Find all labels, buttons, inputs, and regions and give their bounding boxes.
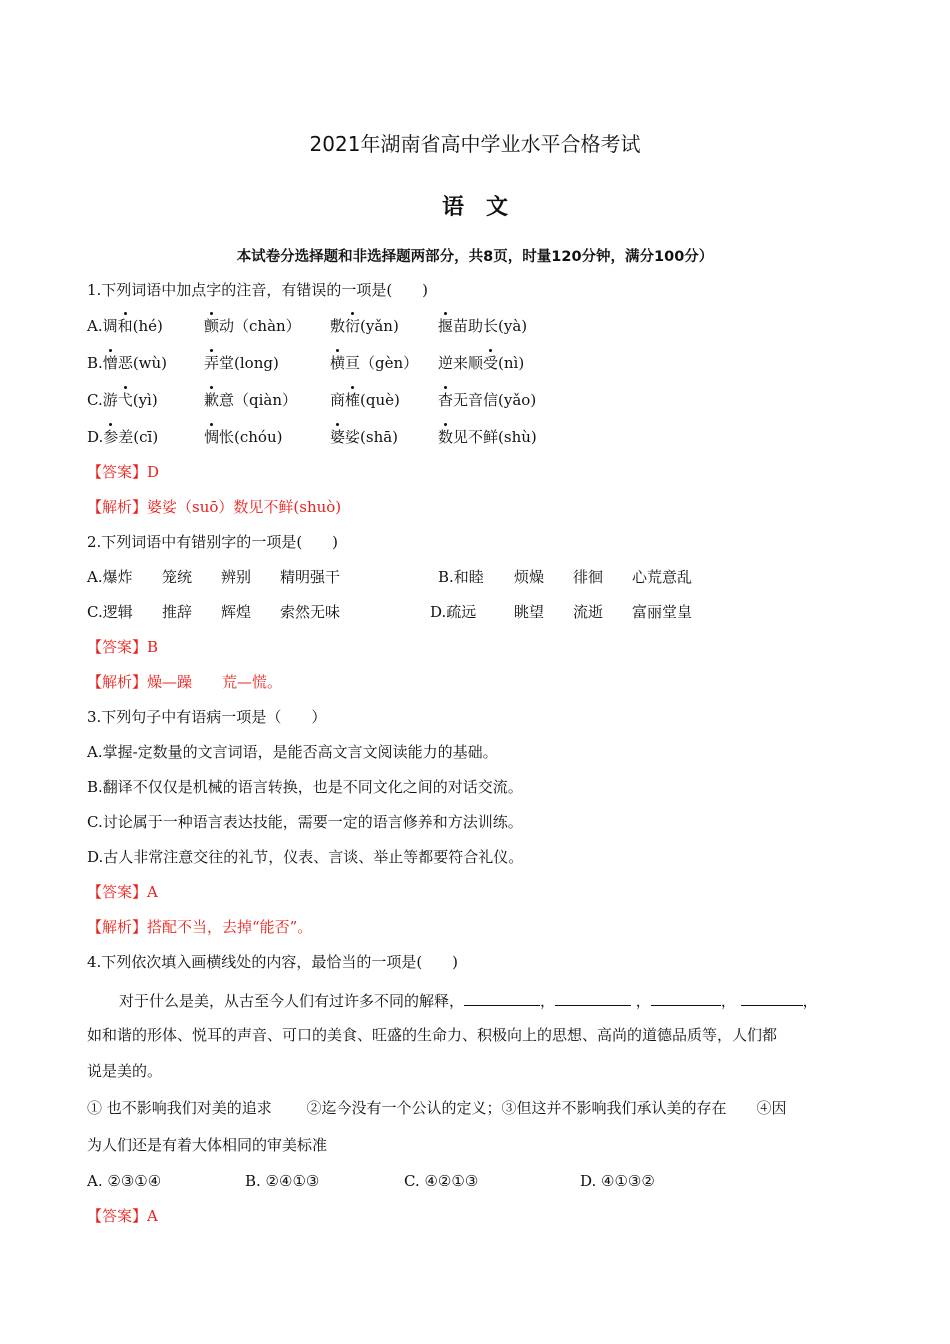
dotted-character: 弋 xyxy=(117,391,133,409)
q1-option-cell xyxy=(330,316,399,336)
q2-option-a-4: 精明强干 xyxy=(280,568,341,586)
q1-option-cell xyxy=(438,390,536,410)
exam-title: 2021年湖南省高中学业水平合格考试 xyxy=(309,132,641,156)
q1-option-cell xyxy=(204,390,297,410)
cell-text: C.游 xyxy=(87,391,118,409)
cell-text: 动（chàn） xyxy=(219,317,301,335)
q4-passage-line-1: 对于什么是美，从古至今人们有过许多不同的解释， ， ， ， ， xyxy=(119,989,879,1011)
exam-note: 本试卷分选择题和非选择题两部分，共8页，时量120分钟，满分100分） xyxy=(236,249,714,265)
dotted-character: 揠 xyxy=(438,317,454,335)
q4-items-line-2: 为人们还是有着大体相同的审美标准 xyxy=(87,1136,328,1154)
q2-option-b-3: 徘徊 xyxy=(573,568,604,586)
q1-option-cell xyxy=(330,353,418,373)
dotted-character: 惆 xyxy=(204,428,220,446)
q4-option-d: D. ④①③② xyxy=(580,1172,655,1190)
dotted-character: 弄 xyxy=(204,354,220,372)
fill-blank-3 xyxy=(651,989,721,1006)
cell-text: 见不鲜(shù) xyxy=(453,428,537,446)
dotted-character: 榷 xyxy=(345,391,361,409)
q2-option-c-1: C.逻辑 xyxy=(87,603,133,621)
dotted-character: 参 xyxy=(103,428,119,446)
q3-option-c: C.讨论属于一种语言表达技能，需要一定的语言修养和方法训练。 xyxy=(87,813,523,831)
analysis-text: 燥—躁 荒—慌。 xyxy=(147,673,283,691)
question-4-stem: 4.下列依次填入画横线处的内容，最恰当的一项是( ) xyxy=(87,953,459,971)
fill-blank-1 xyxy=(464,989,540,1006)
cell-text: (hé) xyxy=(132,317,163,335)
cell-text: (yì) xyxy=(132,391,158,409)
cell-text: (nì) xyxy=(498,354,525,372)
q2-option-c-4: 索然无味 xyxy=(280,603,341,621)
question-1-stem: 1.下列词语中加点字的注音，有错误的一项是( ) xyxy=(87,281,429,299)
q1-option-cell xyxy=(204,353,279,373)
analysis-label: 【解析】 xyxy=(87,498,148,516)
cell-text: 意（qiàn） xyxy=(219,391,298,409)
question-2-analysis xyxy=(87,672,282,692)
q1-option-cell xyxy=(87,427,158,447)
q1-option-cell xyxy=(330,427,398,447)
q1-option-cell xyxy=(204,427,282,447)
cell-text: 亘（gèn） xyxy=(345,354,419,372)
dotted-character: 受 xyxy=(483,354,499,372)
q2-option-d-1: D.疏远 xyxy=(430,603,477,621)
q2-option-d-2: 眺望 xyxy=(514,603,545,621)
cell-text: B. xyxy=(87,354,103,372)
subject-title: 语 文 xyxy=(441,195,508,220)
q2-option-a-3: 辨别 xyxy=(221,568,252,586)
q1-option-cell xyxy=(204,316,301,336)
q2-option-c-3: 辉煌 xyxy=(221,603,252,621)
q2-option-b-1: B.和睦 xyxy=(438,568,484,586)
cell-text: 娑(shā) xyxy=(345,428,399,446)
cell-text: D. xyxy=(87,428,104,446)
q2-option-b-4: 心荒意乱 xyxy=(632,568,693,586)
cell-text: (yǎn) xyxy=(360,317,399,335)
q2-option-a-2: 笼统 xyxy=(162,568,193,586)
question-2-answer: 【答案】B xyxy=(87,638,159,656)
q1-option-cell xyxy=(87,353,167,373)
q2-option-c-2: 推辞 xyxy=(162,603,193,621)
q1-option-cell xyxy=(438,353,524,373)
cell-text: 无音信(yǎo) xyxy=(453,391,537,409)
question-4-answer: 【答案】A xyxy=(87,1207,158,1225)
question-1-answer: 【答案】D xyxy=(87,463,160,481)
q4-items-line-1: ① 也不影响我们对美的追求 ②迄今没有一个公认的定义；③但这并不影响我们承认美的存在 ④因 xyxy=(87,1099,787,1117)
fill-blank-4 xyxy=(741,989,803,1006)
q4-passage-line-3: 说是美的。 xyxy=(87,1062,163,1080)
cell-text: 苗助长(yà) xyxy=(453,317,528,335)
q2-option-d-3: 流逝 xyxy=(573,603,604,621)
fill-blank-2 xyxy=(555,989,631,1006)
analysis-label: 【解析】 xyxy=(87,673,148,691)
cell-text: 恶(wù) xyxy=(117,354,168,372)
dotted-character: 婆 xyxy=(330,428,346,446)
cell-text: 差(cī) xyxy=(118,428,159,446)
q3-option-a: A.掌握-定数量的文言词语，是能否高文言文阅读能力的基础。 xyxy=(87,743,498,761)
dotted-character: 横 xyxy=(330,354,346,372)
analysis-text: 搭配不当，去掉“能否”。 xyxy=(147,918,313,936)
cell-text: 逆来顺 xyxy=(438,354,484,372)
question-3-answer: 【答案】A xyxy=(87,883,158,901)
q1-option-cell xyxy=(330,390,400,410)
dotted-character: 数 xyxy=(438,428,454,446)
q3-option-d: D.古人非常注意交往的礼节，仪表、言谈、举止等都要符合礼仪。 xyxy=(87,848,524,866)
q3-option-b: B.翻译不仅仅是机械的语言转换，也是不同文化之间的对话交流。 xyxy=(87,778,523,796)
q4-option-b: B. ②④①③ xyxy=(245,1172,320,1190)
cell-text: 堂(long) xyxy=(219,354,279,372)
q1-option-cell xyxy=(438,316,527,336)
q4-passage-line-2: 如和谐的形体、悦耳的声音、可口的美食、旺盛的生命力、积极向上的思想、高尚的道德品质等，人们都 xyxy=(87,1026,778,1044)
q1-option-cell xyxy=(438,427,537,447)
analysis-text: 婆娑（suō）数见不鲜(shuò) xyxy=(147,498,342,516)
cell-text: 怅(chóu) xyxy=(219,428,283,446)
q4-option-a: A. ②③①④ xyxy=(87,1172,162,1190)
cell-text: 敷 xyxy=(330,317,346,335)
q1-option-cell xyxy=(87,390,158,410)
dotted-character: 颤 xyxy=(204,317,220,335)
question-1-analysis xyxy=(87,497,341,517)
cell-text: (què) xyxy=(360,391,400,409)
dotted-character: 憎 xyxy=(102,354,118,372)
cell-text: 商 xyxy=(330,391,346,409)
cell-text: A.调 xyxy=(87,317,118,335)
question-3-analysis xyxy=(87,917,312,937)
passage-text: 对于什么是美，从古至今人们有过许多不同的解释， xyxy=(119,992,465,1010)
dotted-character: 衍 xyxy=(345,317,361,335)
dotted-character: 和 xyxy=(117,317,133,335)
q2-option-a-1: A.爆炸 xyxy=(87,568,133,586)
q2-option-d-4: 富丽堂皇 xyxy=(632,603,693,621)
dotted-character: 杳 xyxy=(438,391,454,409)
q2-option-b-2: 烦燥 xyxy=(514,568,545,586)
question-2-stem: 2.下列词语中有错别字的一项是( ) xyxy=(87,533,339,551)
dotted-character: 歉 xyxy=(204,391,220,409)
question-3-stem: 3.下列句子中有语病一项是（ ） xyxy=(87,708,327,726)
q4-option-c: C. ④②①③ xyxy=(404,1172,479,1190)
analysis-label: 【解析】 xyxy=(87,918,148,936)
q1-option-cell xyxy=(87,316,163,336)
